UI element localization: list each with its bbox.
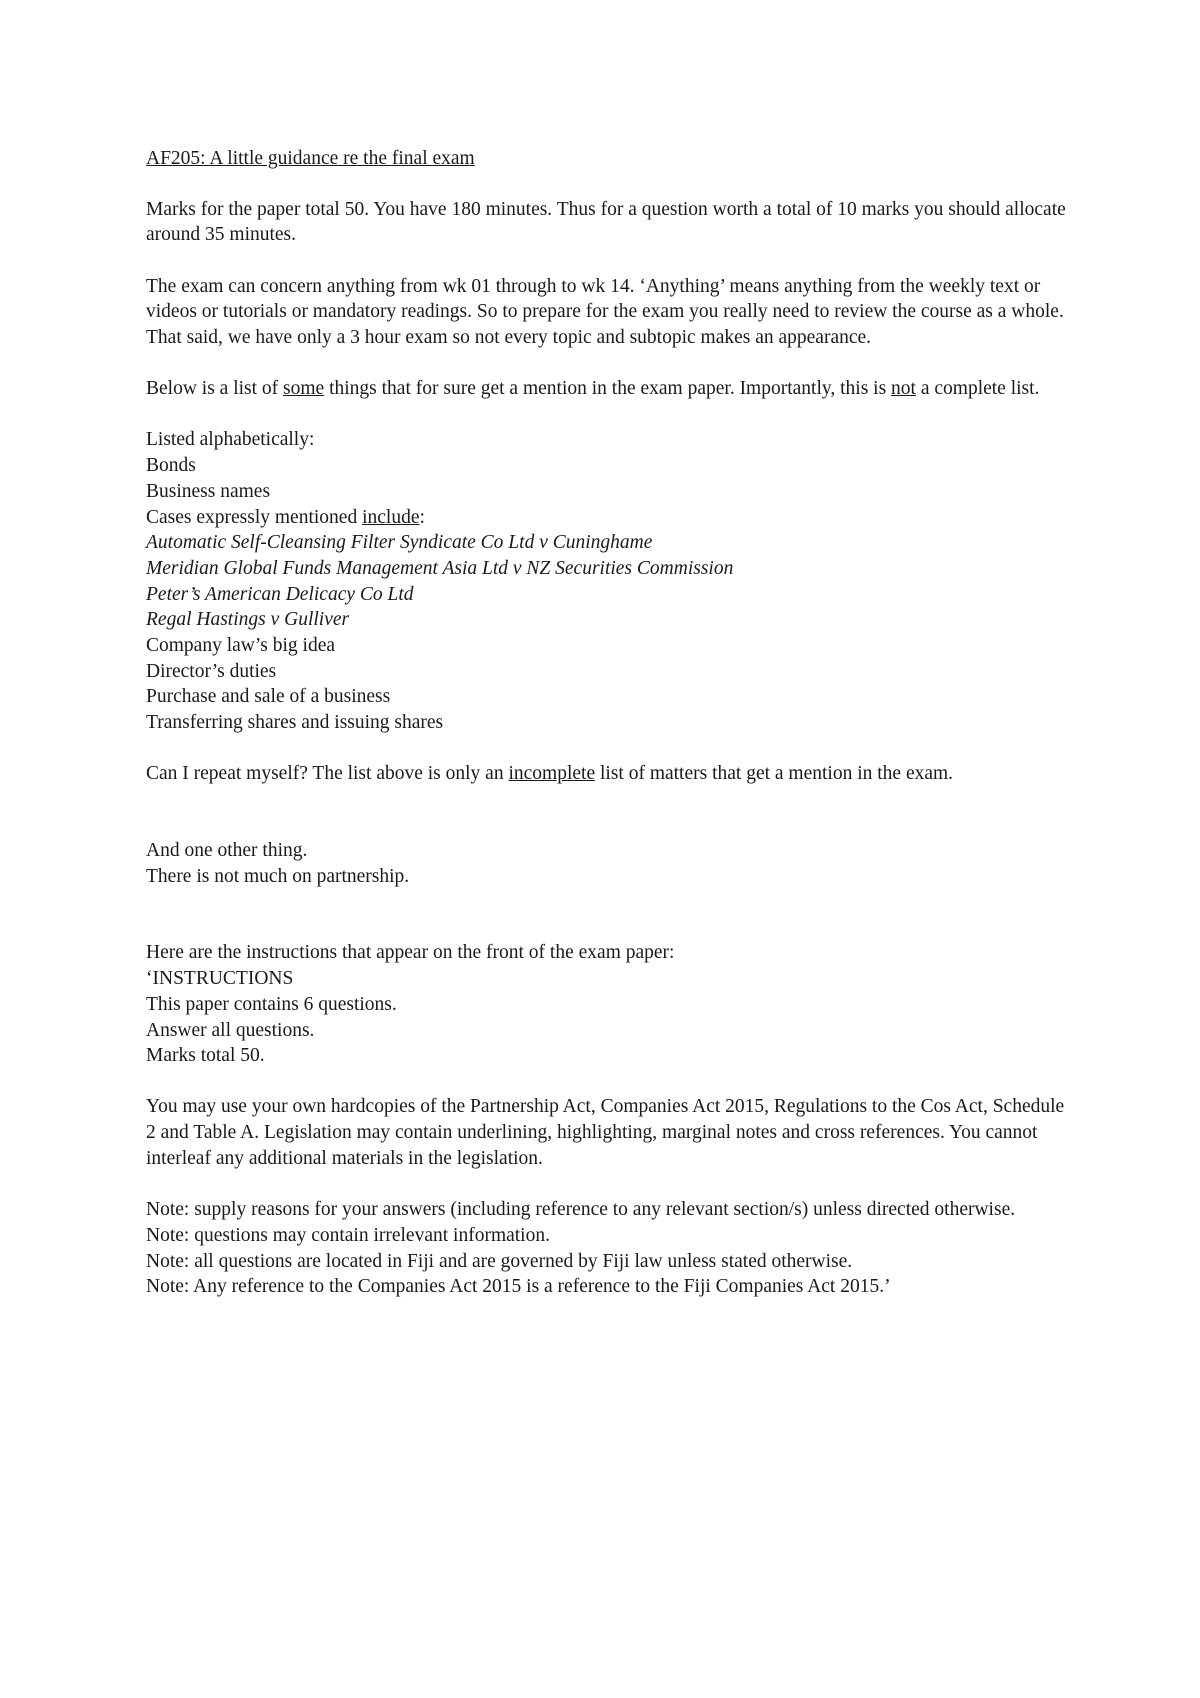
list-item: Business names: [146, 480, 271, 502]
text-run: a complete list.: [915, 378, 1040, 400]
list-item: Transferring shares and issuing shares: [146, 712, 444, 734]
case-name: Meridian Global Funds Management Asia Ltd v NZ Securities Commission: [146, 557, 734, 579]
note-line: Note: all questions are located in Fiji and are governed by Fiji law unless stated otherwise.: [146, 1250, 853, 1272]
list-item: Company law’s big idea: [146, 635, 336, 657]
instruction-line: This paper contains 6 questions.: [146, 993, 397, 1015]
underlined-word-some: some: [283, 378, 325, 400]
text-run: Below is a list of: [146, 378, 284, 400]
marks-paragraph: Marks for the paper total 50. You have 180 minutes. Thus for a question worth a total of 10 marks you should allocate around 35 minutes.: [146, 198, 1066, 246]
underlined-word-include: include: [362, 506, 420, 528]
list-item: Bonds: [146, 455, 196, 477]
note-line: Note: questions may contain irrelevant information.: [146, 1224, 550, 1246]
note-line: Note: supply reasons for your answers (including reference to any relevant section/s) unless directed otherwise.: [146, 1199, 1016, 1221]
text-run: Cases expressly mentioned: [146, 506, 363, 528]
legislation-paragraph: You may use your own hardcopies of the Partnership Act, Companies Act 2015, Regulations to the Cos Act, Schedule 2 and Table A. Legislation may contain underlining, highlighting, marginal notes and cross references. You cannot interleaf any additional materials in the legislation.: [146, 1096, 1065, 1169]
notes-block: [146, 1197, 1076, 1300]
topic-list: [146, 427, 1076, 735]
case-name: Regal Hastings v Gulliver: [146, 609, 350, 631]
text-run: :: [419, 506, 425, 528]
scope-paragraph: The exam can concern anything from wk 01 through to wk 14. ‘Anything’ means anything from the weekly text or videos or tutorials or mandatory readings. So to prepare for the exam you really need to review the course as a whole. That said, we have only a 3 hour exam so not every topic and subtopic makes an appearance.: [146, 275, 1064, 349]
list-item: Director’s duties: [146, 660, 277, 682]
instruction-line: Answer all questions.: [146, 1019, 315, 1041]
repeat-paragraph: [146, 761, 1076, 787]
instruction-line: Marks total 50.: [146, 1045, 265, 1067]
other-thing-line: And one other thing.: [146, 840, 308, 862]
document-page: [146, 146, 1076, 1300]
case-name: Peter’s American Delicacy Co Ltd: [146, 583, 414, 605]
list-intro-paragraph: [146, 376, 1076, 402]
instructions-heading: ‘INSTRUCTIONS: [146, 968, 294, 990]
case-name: Automatic Self-Cleansing Filter Syndicate Co Ltd v Cuninghame: [146, 532, 653, 554]
text-run: things that for sure get a mention in the exam paper. Importantly, this is: [324, 378, 892, 400]
partnership-line: There is not much on partnership.: [146, 865, 410, 887]
list-item-cases: [146, 505, 1076, 531]
document-title: AF205: A little guidance re the final exam: [146, 148, 475, 169]
instructions-block: [146, 940, 1076, 1069]
underlined-word-not: not: [891, 378, 916, 400]
underlined-word-incomplete: incomplete: [508, 763, 596, 785]
instructions-intro: Here are the instructions that appear on the front of the exam paper:: [146, 942, 675, 964]
list-heading: Listed alphabetically:: [146, 429, 315, 451]
text-run: list of matters that get a mention in the exam.: [595, 763, 954, 785]
text-run: Can I repeat myself? The list above is only an: [146, 763, 509, 785]
other-thing-block: [146, 838, 1076, 889]
list-item: Purchase and sale of a business: [146, 686, 391, 708]
note-line: Note: Any reference to the Companies Act 2015 is a reference to the Fiji Companies Act 2015.’: [146, 1276, 891, 1298]
